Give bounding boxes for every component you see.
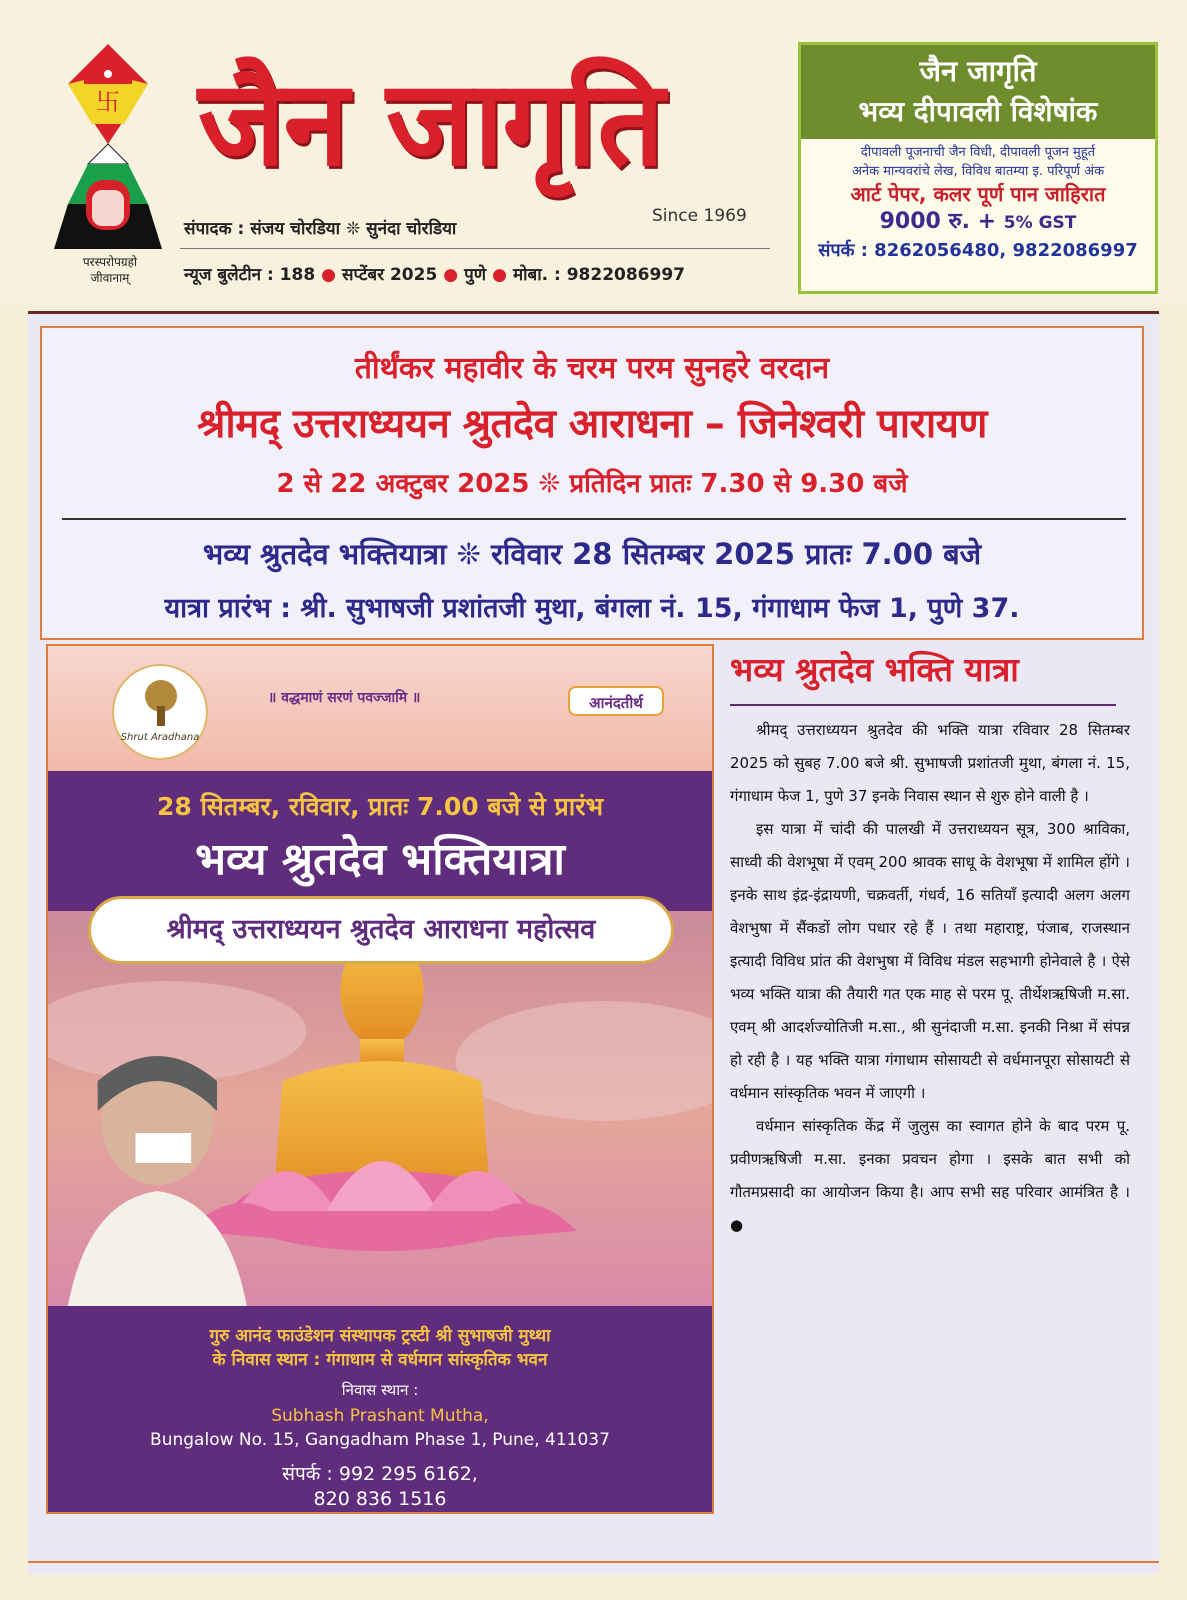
- tirthankar-lotus-illustration: [48, 911, 712, 1306]
- contact-line-1: संपर्क : 992 295 6162,: [282, 1463, 478, 1485]
- newspaper-title: जैन जागृति: [198, 53, 663, 192]
- poster-festival-pill: श्रीमद् उत्तराध्ययन श्रुतदेव आराधना महोत्सव: [88, 896, 674, 964]
- ad-subtitle: भव्य दीपावली विशेषांक: [858, 95, 1098, 128]
- event-notice: [40, 326, 1144, 640]
- bullet-dot: ●: [443, 265, 459, 285]
- poster-foundation: [48, 1324, 712, 1372]
- tree-icon: [136, 678, 186, 730]
- bulletin-mobile: मोबा. : 9822086997: [512, 265, 685, 285]
- poster-title-band: [48, 771, 712, 911]
- foundation-line-1: गुरु आनंद फाउंडेशन संस्थापक ट्रस्टी श्री सुभाषजी मुथ्था: [209, 1326, 551, 1346]
- masthead-rule: [180, 248, 770, 249]
- poster-date: 28 सितम्बर, रविवार, प्रातः 7.00 बजे से प्रारंभ: [156, 792, 604, 821]
- ad-contact: संपर्क : 8262056480, 9822086997: [818, 240, 1138, 261]
- ad-price-amount: 9000 रु. +: [879, 209, 997, 234]
- article-heading: भव्य श्रुतदेव भक्ति यात्रा: [730, 650, 1019, 689]
- article-body: [730, 714, 1130, 1242]
- notice-line-4: भव्य श्रुतदेव भक्तियात्रा ❊ रविवार 28 सितम्बर 2025 प्रातः 7.00 बजे: [202, 537, 982, 571]
- residence-name: Subhash Prashant Mutha,: [271, 1406, 489, 1426]
- bullet-dot: ●: [321, 265, 337, 285]
- poster-bottom: [48, 1306, 712, 1514]
- shrut-aradhana-logo: [112, 664, 208, 760]
- ad-body: [801, 139, 1155, 264]
- foundation-line-2: के निवास स्थान : गंगाधाम से वर्धमान सांस्कृतिक भवन: [212, 1350, 548, 1370]
- ad-paper: आर्ट पेपर, कलर पूर्ण पान जाहिरात: [850, 182, 1106, 206]
- motto-line-1: परस्परोपग्रहो: [82, 255, 138, 269]
- emblem-motto: [60, 254, 160, 286]
- notice-line-3: 2 से 22 अक्टुबर 2025 ❊ प्रतिदिन प्रातः 7.30 से 9.30 बजे: [276, 469, 908, 499]
- bulletin-month: सप्टेंबर 2025: [342, 265, 438, 285]
- anandtirth-logo: आनंदतीर्थ: [568, 686, 664, 716]
- contact-line-2: 820 836 1516: [313, 1488, 447, 1510]
- poster-top: [48, 646, 712, 771]
- event-poster: [46, 644, 714, 1514]
- ad-desc-2: अनेक मान्यवरांचे लेख, विविध बातम्या इ. परिपूर्ण अंक: [851, 164, 1105, 179]
- ad-price: [801, 207, 1155, 238]
- since-label: Since 1969: [652, 206, 747, 226]
- poster-mantra: ॥ वद्धमाणं सरणं पवज्जामि ॥: [268, 690, 421, 706]
- article-paragraph-1: श्रीमद् उत्तराध्ययन श्रुतदेव की भक्ति यात्रा रविवार 28 सितम्बर 2025 को सुबह 7.00 बजे श्री. सुभाषजी प्रशांतजी मुथा, बंगला नं. 15, गंगाधाम फेज 1, पुणे 37 इनके निवास स्थान से शुरु होने वाली है ।: [730, 721, 1130, 805]
- ad-header: [801, 45, 1155, 139]
- ad-title: जैन जागृति: [919, 54, 1037, 88]
- ad-gst: 5% GST: [1003, 213, 1077, 233]
- main-content: [28, 314, 1159, 1574]
- notice-line-2: श्रीमद् उत्तराध्ययन श्रुतदेव आराधना – जिनेश्वरी पारायण: [197, 401, 987, 447]
- article-paragraph-2: इस यात्रा में चांदी की पालखी में उत्तराध्ययन सूत्र, 300 श्राविका, साध्वी की वेशभूषा में एवम् 200 श्रावक साधू के वेशभूषा में शामिल होंगे । इनके साथ इंद्र-इंद्रायणी, चक्रवर्ती, गंधर्व, 16 सतियाँ इत्यादी अलग अलग वेशभुषा में सैंकडों लोग पधार रहे हैं । तथा महाराष्ट्र, पंजाब, राजस्थान इत्यादी विविध प्रांत की वेशभुषा में विविध मंडल सहभागी होनेवाले है । ऐसे भव्य भक्ति यात्रा की तैयारी गत एक माह से परम पू. तीर्थेशऋषिजी म.सा. एवम् श्री आदर्शज्योतिजी म.सा., श्री सुनंदाजी म.सा. इनकी निश्रा में संपन्न हो रही है । यह भक्ति यात्रा गंगाधाम सोसायटी से वर्धमानपूरा सोसायटी से वर्धमान सांस्कृतिक भवन में जाएगी ।: [730, 820, 1130, 1102]
- svg-text:卐: 卐: [96, 88, 120, 116]
- article-paragraph-3-text: वर्धमान सांस्कृतिक केंद्र में जुलुस का स्वागत होने के बाद परम पू. प्रवीणऋषिजी म.सा. इनका प्रवचन होगा । इसके बात सभी को गौतमप्रसादी का आयोजन किया है। आप सभी सह परिवार आमंत्रित है ।: [730, 1117, 1130, 1201]
- ad-desc-1: दीपावली पूजनाची जैन विधी, दीपावली पूजन मुहूर्त: [860, 145, 1096, 160]
- footer-rule: [28, 1561, 1159, 1563]
- poster-title: भव्य श्रुतदेव भक्तियात्रा: [195, 834, 565, 885]
- residence-label: निवास स्थान :: [341, 1381, 419, 1399]
- notice-rule: [62, 518, 1126, 520]
- article-rule: [730, 704, 1116, 706]
- article-end-mark: ●: [730, 1216, 744, 1234]
- masthead: [0, 0, 1187, 305]
- notice-line-1: तीर्थंकर महावीर के चरम परम सुनहरे वरदान: [354, 351, 830, 386]
- poster-contact: [48, 1462, 712, 1512]
- bulletin-line: [184, 262, 685, 285]
- motto-line-2: जीवानाम्: [90, 271, 130, 285]
- notice-line-5: यात्रा प्रारंभ : श्री. सुभाषजी प्रशांतजी मुथा, बंगला नं. 15, गंगाधाम फेज 1, पुणे 37.: [164, 593, 1020, 624]
- residence-address: Bungalow No. 15, Gangadham Phase 1, Pune, 411037: [150, 1430, 610, 1450]
- bulletin-city: पुणे: [464, 265, 487, 285]
- bullet-dot: ●: [492, 265, 507, 285]
- news-article: [730, 644, 1130, 1514]
- diwali-special-ad: [798, 42, 1158, 294]
- logo-text: Shrut Aradhana: [120, 732, 200, 743]
- article-paragraph-3: [730, 1110, 1130, 1242]
- editors-line: संपादक : संजय चोरडिया ❊ सुनंदा चोरडिया: [184, 219, 457, 239]
- bulletin-number: न्यूज बुलेटीन : 188: [184, 265, 316, 285]
